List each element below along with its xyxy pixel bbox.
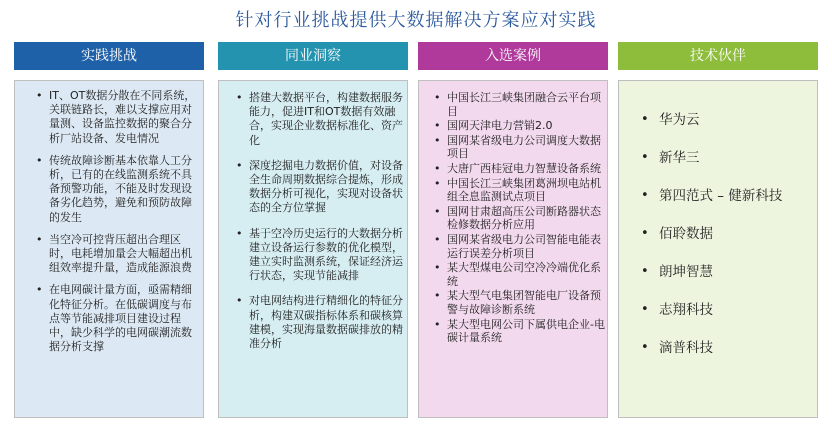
- list-item: • 在电网碳计量方面，亟需精细化特征分析。在低碳调度与布点等节能减排项目建设过程中，缺少科学的电网碳潮流数据分析支撑: [49, 283, 201, 354]
- list-item: • 大唐广西桂冠电力智慧设备系统: [447, 162, 605, 176]
- list-selected-cases: [447, 91, 605, 346]
- list-item: • 国网某省级电力公司智能电能表运行误差分析项目: [447, 233, 605, 260]
- list-item: • 中国长江三峡集团葛洲坝电站机组全息监测试点项目: [447, 177, 605, 204]
- list-item: • 国网某省级电力公司调度大数据项目: [447, 134, 605, 161]
- list-item: • 志翔科技: [659, 301, 815, 319]
- list-item: • 佰聆数据: [659, 225, 815, 243]
- list-item: • 基于空冷历史运行的大数据分析建立设备运行参数的优化模型，建立实时监测系统，保证经济运行状态，实现节能减排: [249, 227, 405, 284]
- list-item: • 朗坤智慧: [659, 263, 815, 281]
- page-title: 针对行业挑战提供大数据解决方案应对实践: [235, 10, 597, 31]
- list-item: • 传统故障诊断基本依靠人工分析，已有的在线监测系统不具备预警功能，不能及时发现设备劣化趋势，避免和预防故障的发生: [49, 154, 201, 225]
- list-item: • 某大型煤电公司空冷冷端优化系统: [447, 261, 605, 288]
- panel-industry-insights: [218, 80, 408, 418]
- header-industry-insights: 同业洞察: [218, 42, 408, 70]
- list-item: • 滴普科技: [659, 339, 815, 357]
- list-item: • 中国长江三峡集团融合云平台项目: [447, 91, 605, 118]
- list-practice-challenges: [49, 89, 201, 362]
- header-practice-challenges: 实践挑战: [14, 42, 204, 70]
- list-item: • 深度挖掘电力数据价值，对设备全生命周期数据综合提炼，形成数据分析可视化，实现对设备状态的全方位掌握: [249, 159, 405, 216]
- list-item: • 某大型气电集团智能电厂设备预警与故障诊断系统: [447, 289, 605, 316]
- panel-selected-cases: [418, 80, 608, 418]
- header-technology-partners: 技术伙伴: [618, 42, 818, 70]
- list-item: • 华为云: [659, 111, 815, 129]
- header-selected-cases: 入选案例: [418, 42, 608, 70]
- list-item: • 国网天津电力营销2.0: [447, 119, 605, 133]
- list-item: • 搭建大数据平台，构建数据服务能力，促进IT和OT数据有效融合，实现企业数据标准化、资产化: [249, 91, 405, 148]
- list-technology-partners: [659, 111, 815, 377]
- panel-practice-challenges: [14, 80, 204, 418]
- list-item: • 新华三: [659, 149, 815, 167]
- list-item: • IT、OT数据分散在不同系统，关联链路长，难以支撑应用对量测、设备监控数据的聚合分析厂站设备、发电情况: [49, 89, 201, 146]
- list-industry-insights: [249, 91, 405, 362]
- list-item: • 当空冷可控背压超出合理区时，电耗增加量会大幅超出机组效率提升量，造成能源浪费: [49, 233, 201, 276]
- list-item: • 国网甘肃超高压公司断路器状态检修数据分析应用: [447, 205, 605, 232]
- list-item: • 对电网结构进行精细化的特征分析，构建双碳指标体系和碳核算建模，实现海量数据碳排放的精准分析: [249, 294, 405, 351]
- list-item: • 某大型电网公司下属供电企业-电碳计量系统: [447, 318, 605, 345]
- list-item: • 第四范式 – 健新科技: [659, 187, 815, 205]
- panel-technology-partners: [618, 80, 818, 418]
